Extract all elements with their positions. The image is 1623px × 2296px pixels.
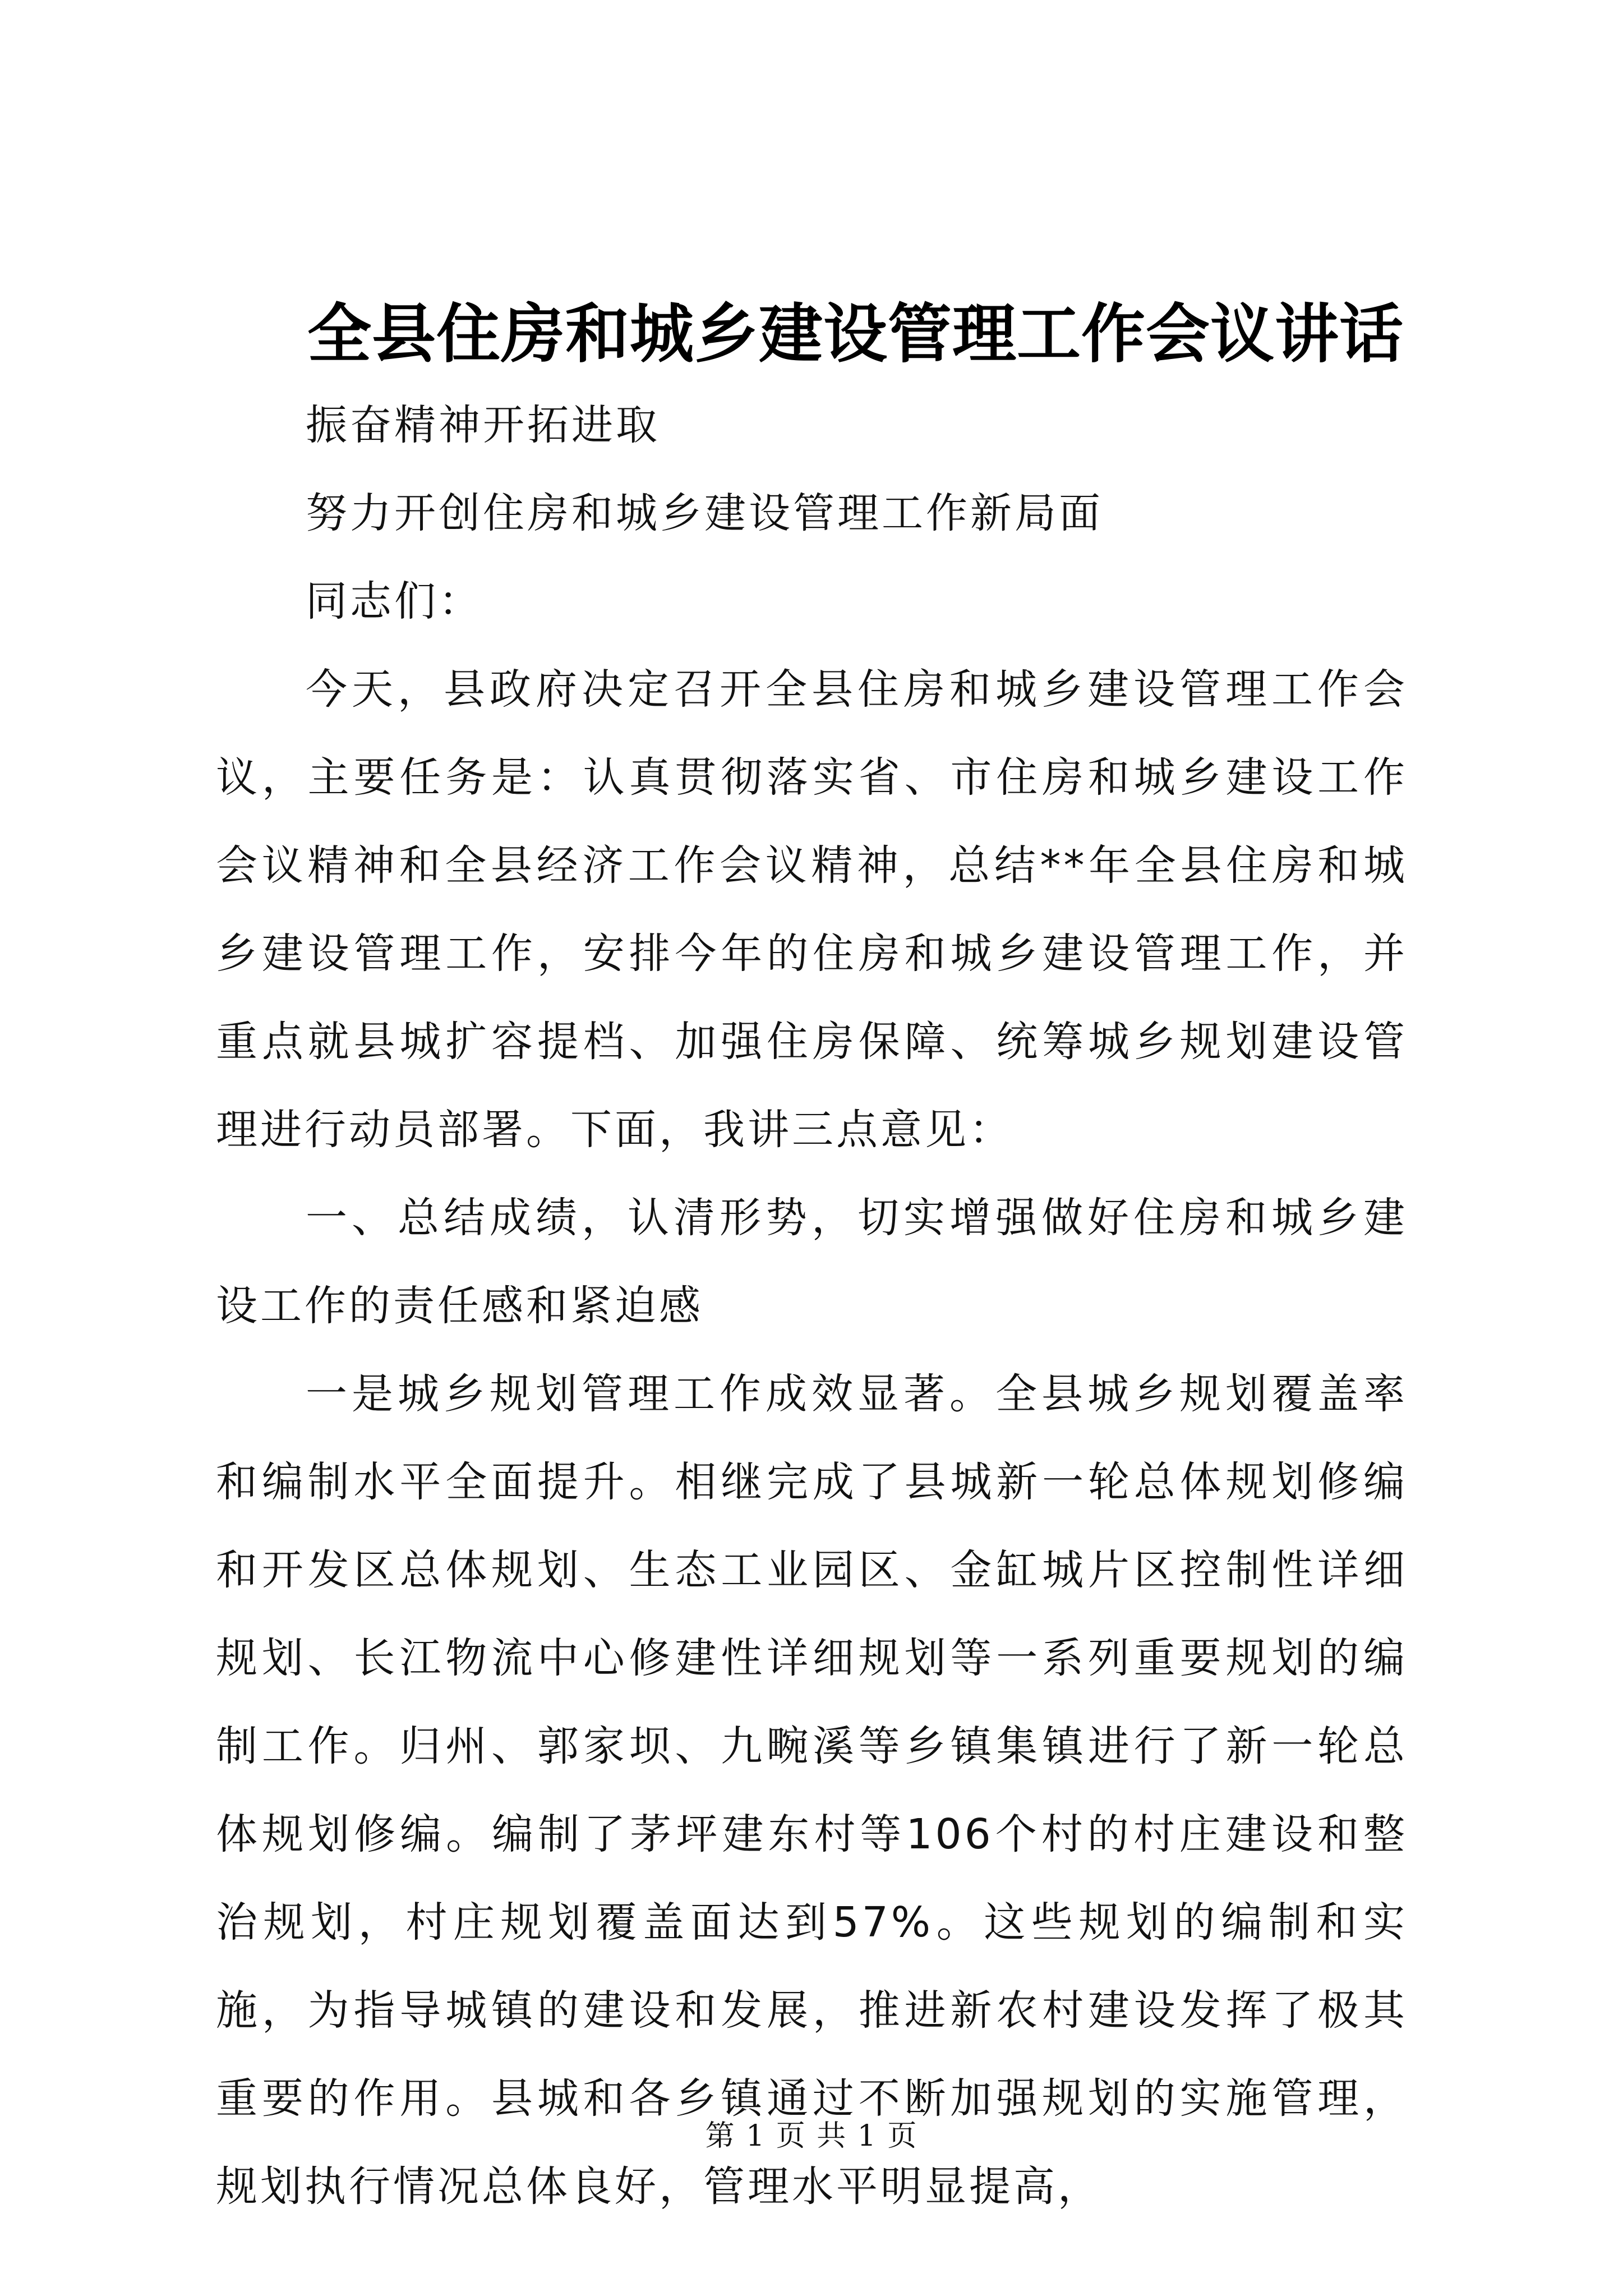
- section-heading: 一、总结成绩，认清形势，切实增强做好住房和城乡建设工作的责任感和紧迫感: [216, 1194, 1408, 1330]
- salutation: 同志们：: [306, 577, 483, 625]
- subtitle-line-1: 振奋精神开拓进取: [306, 401, 660, 449]
- body-paragraph: 今天，县政府决定召开全县住房和城乡建设管理工作会议，主要任务是：认真贯彻落实省、市住房和城乡建设工作会议精神和全县经济工作会议精神，总结**年全县住房和城乡建设管理工作，安排今年的住房和城乡建设管理工作，并重点就县城扩容提档、加强住房保障、统筹城乡规划建设管理进行动员部署。下面，我讲三点意见：: [216, 665, 1408, 1154]
- body-paragraph: 一是城乡规划管理工作成效显著。全县城乡规划覆盖率和编制水平全面提升。相继完成了县城新一轮总体规划修编和开发区总体规划、生态工业园区、金缸城片区控制性详细规划、长江物流中心修建性详细规划等一系列重要规划的编制工作。归州、郭家坝、九畹溪等乡镇集镇进行了新一轮总体规划修编。编制了茅坪建东村等106个村的村庄建设和整治规划，村庄规划覆盖面达到57%。这些规划的编制和实施，为指导城镇的建设和发展，推进新农村建设发挥了极其重要的作用。县城和各乡镇通过不断加强规划的实施管理，规划执行情况总体良好，管理水平明显提高，: [216, 1370, 1408, 2211]
- page-footer: 第 1 页 共 1 页: [705, 2119, 918, 2153]
- document-title: 全县住房和城乡建设管理工作会议讲话: [307, 296, 1404, 371]
- subtitle-line-2: 努力开创住房和城乡建设管理工作新局面: [306, 489, 1103, 537]
- document-body: [216, 381, 1408, 2231]
